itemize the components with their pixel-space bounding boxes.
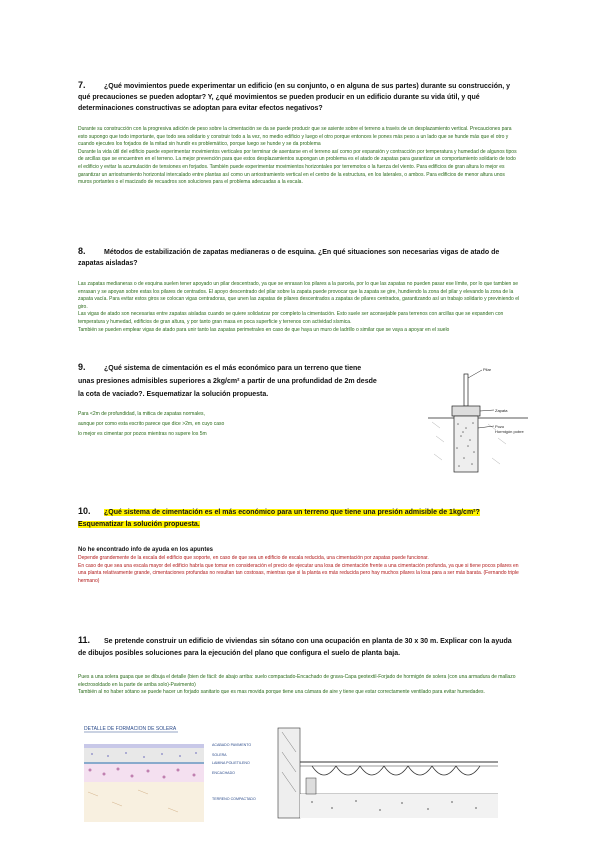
figure-label: ENCACHADO	[212, 771, 235, 775]
answer-heading: No he encontrado info de ayuda en los apuntes	[78, 547, 214, 553]
sanitary-floor-figure	[272, 722, 504, 832]
figure-title: DETALLE DE FORMACION DE SOLERA	[84, 726, 177, 732]
question-10-answer	[78, 545, 520, 585]
figure-label: Pilar	[483, 367, 492, 372]
question-number: 10.	[78, 506, 91, 516]
slab-detail-figure	[78, 722, 268, 832]
question-number: 9.	[78, 362, 86, 372]
question-7-title: 7. ¿Qué movimientos puede experimentar un edificio (en su conjunto, o en alguna de sus partes) durante su construcción, y qué precauciones se pueden adoptar? Y, ¿qué movimientos se pueden producir en un edificio durante su vida útil, y qué determinaciones constructivas se adoptan para evitar efectos negativos?	[78, 80, 511, 112]
answer-paragraph: Pues a una solera guapa que se dibuja el detalle (bien de fácil: de abajo arriba: suelo compactado-Encachado de grava-Capa geotextil-Forjado de hormigón de solera (con una armadura de mallazo electrosoldado en la parte de arriba solo)-Pavimento)	[78, 674, 516, 688]
answer-paragraph: En caso de que sea una escala mayor del edificio habría que tomar en consideración el precio de ejecutar una losa de cimentación frente a una cimentación profunda, ya que si tiene pocos pilares en una planta relativamente grande, cimentaciones profundas no resultan tan costosas, mientras que si la planta es más reducida pero hay muchos pilares la losa para a ser más barata. (Fernando triple hermano)	[78, 562, 519, 584]
answer-paragraph: Para <2m de profundidad, la mitica de zapatas normales,	[78, 411, 205, 417]
answer-paragraph: lo mejor es cimentar por pozos mientras no supere los 5m	[78, 431, 207, 437]
question-number: 7.	[78, 80, 86, 90]
question-9	[78, 361, 378, 439]
answer-paragraph: Durante su construcción con la progresiva adición de peso sobre la cimentación se da se puede producir que se asiente sobre el terreno a través de un desplazamiento vertical. Precauciones para esto supongo que todo importante, que todo sea solidario y construir todo a la vez, no medio edificio y luego el otro porque entonces le pones más peso a un lado que se hunde más que el otro y cuando ejecutes los forjados de la mitad sin hundir es problemático, porque luego se hunde y se da problema	[78, 126, 512, 148]
question-7-answer	[78, 126, 520, 187]
answer-paragraph: aunque por como esta escrito parece que dice >2m, en cuyo caso	[78, 421, 225, 427]
question-11-answer	[78, 674, 520, 697]
figure-label: Hormigón pobre	[495, 429, 524, 434]
answer-paragraph: También se pueden emplear vigas de atado para unir tanto las zapatas perimetrales en caso de que haya un muro de ladrillo o similar que se vaya a apoyar en el suelo	[78, 326, 450, 333]
question-8-answer	[78, 281, 520, 334]
question-9-answer	[78, 409, 378, 439]
figure-label: Zapata	[495, 408, 508, 413]
answer-paragraph: También al no haber sótano se puede hacer un forjado sanitario que es mas movida porque tiene una cámara de aire y tiene que estar correctamente ventilado para evitar humedades.	[78, 689, 485, 696]
question-10-title: 10. ¿Qué sistema de cimentación es el más económico para un terreno que tiene una presión admisible de 1kg/cm²? Esquematizar la solución propuesta.	[78, 506, 480, 528]
question-number: 11.	[78, 635, 91, 645]
figure-label: TERRENO COMPACTADO	[212, 797, 256, 801]
figure-label: ACABADO PAVIMENTO	[212, 743, 252, 747]
answer-paragraph: Las zapatas medianeras o de esquina suelen tener apoyado un pilar descentrado, ya que se enrasan los pilares a la parcela, por lo que las zapatas no pueden pasar ese límite, por lo que tambien se enrasan y se apoyan sobre estas los pilares de centrados. El apoyo descentrado del pilar sobre la zapata puede provocar que la zapata se gire, hundiendo la zona del pilar y elevando la zona de la zapata vacía. Para evitar estos giros se colocan vigas centradoras, que unen las zapatas de pilares descentrados a zapatas de pilares centrados, garantizando así un trabajo solidario y previniendo el giro.	[78, 281, 520, 310]
question-10	[78, 505, 520, 585]
question-11-title: 11. Se pretende construir un edificio de viviendas sin sótano con una ocupación en planta de 30 x 30 m. Explicar con la ayuda de dibujos posibles soluciones para la ejecución del plano que configura el suelo de planta baja.	[78, 635, 512, 657]
answer-paragraph: Las vigas de atado son necesarias entre zapatas aisladas cuando se quiere solidarizar por completo la cimentación. Esto suele ser aconsejable para terrenos con arcillas que se expanden con temperatura y humedad, edificios de gran altura, y por tanto gran masa en poca superficie y terrenos con actividad sísmica.	[78, 311, 504, 325]
question-8	[78, 246, 520, 334]
well-foundation-figure	[428, 366, 528, 476]
question-8-title: 8. Métodos de estabilización de zapatas medianeras o de esquina. ¿En qué situaciones son necesarias vigas de atado de zapatas aisladas?	[78, 246, 500, 267]
question-11	[78, 634, 520, 697]
question-9-title: 9. ¿Qué sistema de cimentación es el más económico para un terreno que tiene unas presiones admisibles superiores a 2kg/cm² a partir de una profundidad de 2m desde la cota de vaciado?. Esquematizar la solución propuesta.	[78, 362, 377, 398]
figure-label: SOLERA	[212, 753, 227, 757]
question-number: 8.	[78, 246, 86, 256]
question-7	[78, 80, 520, 187]
figure-label: LAMINA POLIETILENO	[212, 761, 250, 765]
figure-label: Pozo	[495, 424, 505, 429]
answer-paragraph: Depende grandemente de la escala del edificio que soporte, en caso de que sea un edificio de escala reducida, una cimentación por zapatas puede funcionar.	[78, 555, 429, 561]
answer-paragraph: Durante la vida útil del edificio puede experimentar movimientos verticales por terminar de asentarse en el terreno así como por expansión y contracción por temperatura y humedad de algunos tipos de arcillas que se encuentren en el terreno. La mejor prevención para que estos desplazamientos supongan un problema es el atado de zapatas para garantizar un comportamiento solidario de todo el edificio y evitar la acumulación de tensiones en forjados. También puede experimentar movimientos horizontales por terremotos o la fuerza del viento. Para edificios de gran altura lo mejor es garantizar un arriostramiento horizontal intercalado entre plantas así como un arriostramiento vertical en el centro de la estructura, en los laterales, o ambos. Para edificios de menor altura unos muros portantes o el macizado de recuadros son soluciones para el problema adecuadas a la escala.	[78, 148, 517, 186]
